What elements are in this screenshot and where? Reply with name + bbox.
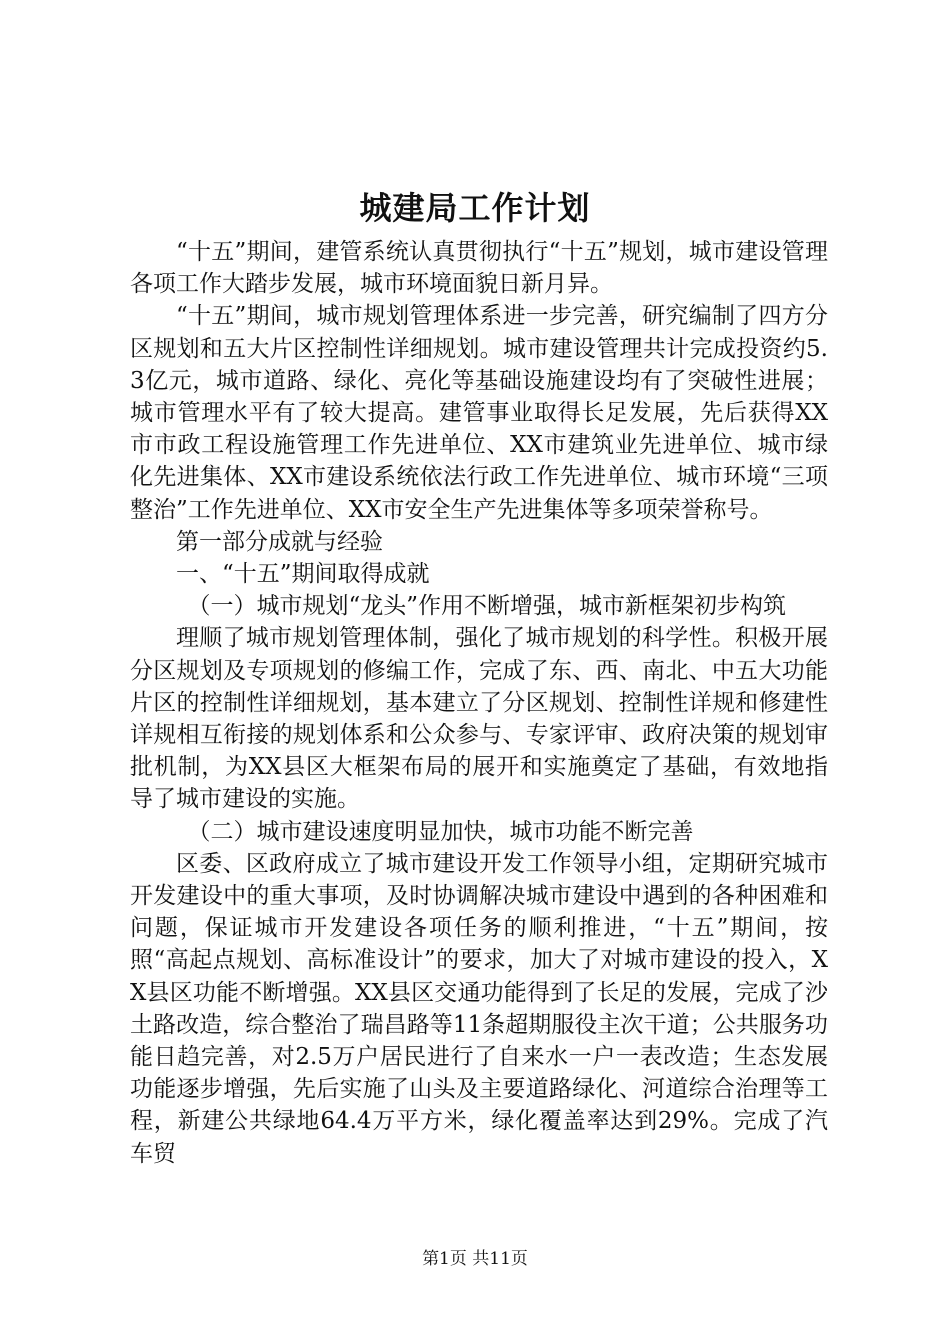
- subsection-heading: （二）城市建设速度明显加快，城市功能不断完善: [187, 818, 694, 845]
- paragraph: 理顺了城市规划管理体制，强化了城市规划的科学性。积极开展分区规划及专项规划的修编工作，完成了东、西、南北、中五大功能片区的控制性详细规划，基本建立了分区规划、控制性详规和修建性详规相互衔接的规划体系和公众参与、专家评审、政府决策的规划审批机制，为XX县区大框架布局的展开和实施奠定了基础，有效地指导了城市建设的实施。: [130, 625, 828, 813]
- page-number-footer: 第1页 共11页: [422, 1249, 528, 1269]
- subsection-heading: 一、“十五”期间取得成就: [176, 561, 430, 588]
- document-title: 城建局工作计划: [359, 189, 591, 227]
- document-body: [130, 236, 828, 1170]
- section-heading: 第一部分成就与经验: [176, 528, 383, 555]
- paragraph: “十五”期间，建管系统认真贯彻执行“十五”规划，城市建设管理各项工作大踏步发展，城市环境面貌日新月异。: [130, 239, 828, 298]
- subsection-heading: （一）城市规划“龙头”作用不断增强，城市新框架初步构筑: [187, 593, 787, 620]
- paragraph: 区委、区政府成立了城市建设开发工作领导小组，定期研究城市开发建设中的重大事项，及时协调解决城市建设中遇到的各种困难和问题，保证城市开发建设各项任务的顺利推进，“十五”期间，按照“高起点规划、高标准设计”的要求，加大了对城市建设的投入，XX县区功能不断增强。XX县区交通功能得到了长足的发展，完成了沙土路改造，综合整治了瑞昌路等11条超期服役主次干道；公共服务功能日趋完善，对2.5万户居民进行了自来水一户一表改造；生态发展功能逐步增强，先后实施了山头及主要道路绿化、河道综合治理等工程，新建公共绿地64.4万平方米，绿化覆盖率达到29%。完成了汽车贸: [130, 850, 828, 1167]
- paragraph: “十五”期间，城市规划管理体系进一步完善，研究编制了四方分区规划和五大片区控制性详细规划。城市建设管理共计完成投资约5.3亿元，城市道路、绿化、亮化等基础设施建设均有了突破性进展；城市管理水平有了较大提高。建管事业取得长足发展，先后获得XX市市政工程设施管理工作先进单位、XX市建筑业先进单位、城市绿化先进集体、XX市建设系统依法行政工作先进单位、城市环境“三项整治”工作先进单位、XX市安全生产先进集体等多项荣誉称号。: [130, 303, 828, 523]
